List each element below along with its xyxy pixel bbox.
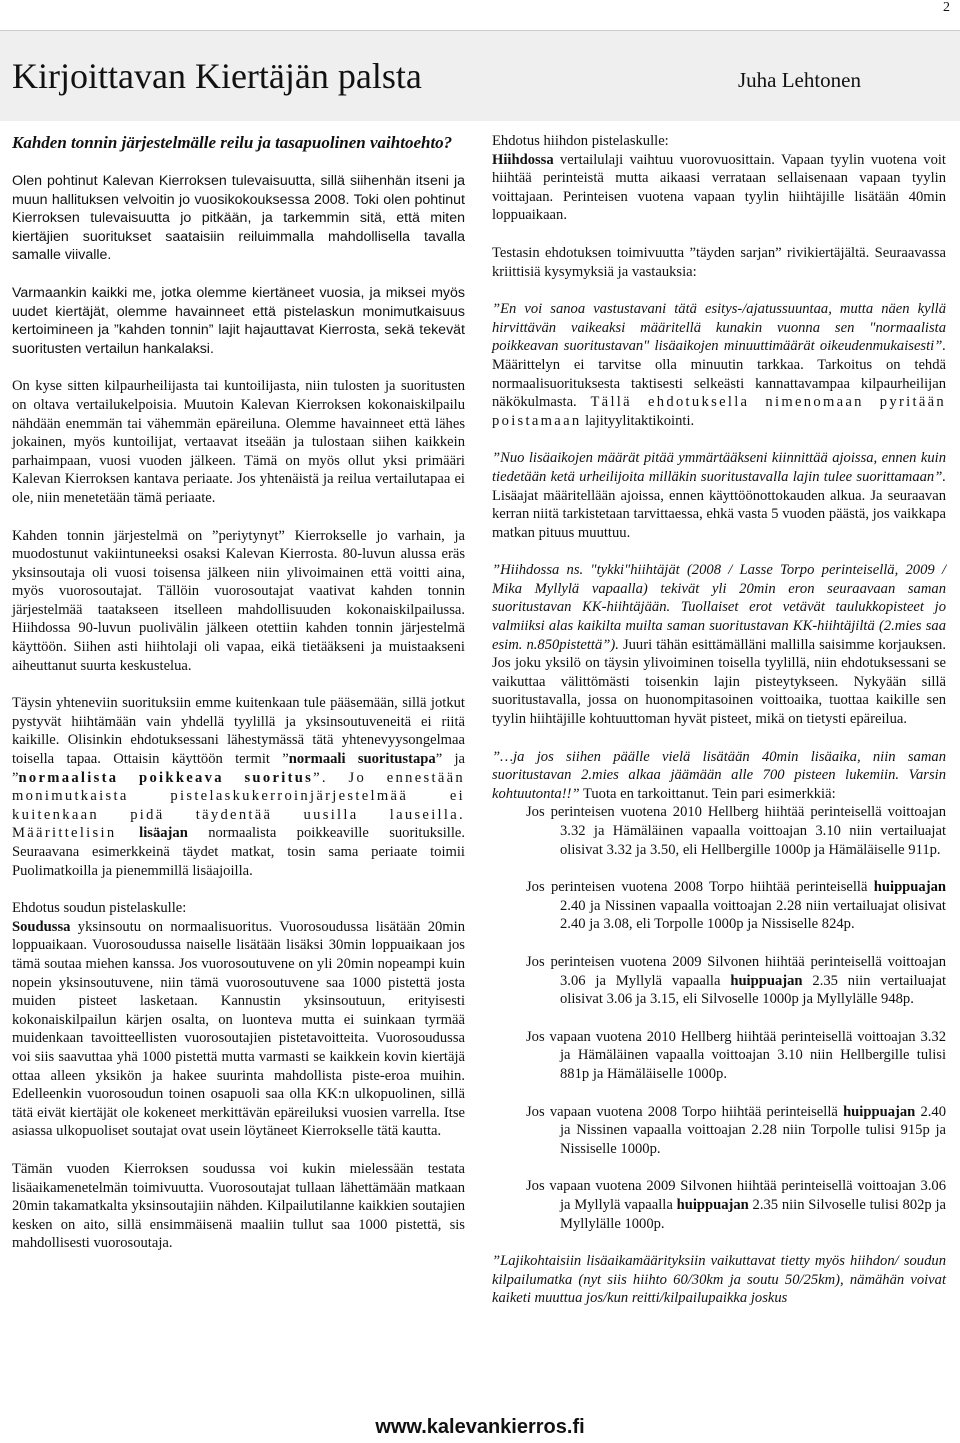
example-item: Jos vapaan vuotena 2009 Silvonen hiihtää perinteisellä voittoajan 3.06 ja Myllylä vapaalla huippuajan 2.35 niin Silvoselle tulisi 802p ja Myllylälle 1000p. <box>526 1178 946 1232</box>
paragraph-qa-1: ”En voi sanoa vastustavani tätä esitys-/ajatussuuntaa, mutta näen kyllä hirvittävän vaikeaksi määritellä kunakin vuonna sen "normaalista poikkeavan suoritustavan" lisäaikojen minuuttimäärät oikeudenmukaisesti”. Määrittelyn ei tarvitse olla minuutin tarkkaa. Tarkoitus on tehdä normaalisuorituksesta taktisesti selkeästi kannattavampaa kilpaurheilijan näkökulmasta. Tällä ehdotuksella nimenomaan pyritään poistamaan lajityylitaktikointi. <box>492 301 946 429</box>
ski-label: Ehdotus hiihdon pistelaskulle: <box>492 133 669 149</box>
page-number: 2 <box>943 0 950 15</box>
right-column <box>492 132 946 1327</box>
rowing-label: Ehdotus soudun pistelaskulle: <box>12 900 187 917</box>
paragraph-5: Täysin yhteneviin suorituksiin emme kuitenkaan tule pääsemään, sillä jotkut pystyvät hiihtämään vain yhdellä tyylillä ja yksinsoutuveneitä ei riitä kaikille. Olisinkin ehdotuksessani lähestymässä tätä yhtenevyysongelmaa toisella tapaa. Ottaisin käyttöön termit ”normaali suoritustapa” ja ”normaalista poikkeava suoritus”. Jo ennestään monimutkaista pistelaskukerroinjärjestelmää ei kuitenkaan pidä täydentää uusilla lauseilla. Määrittelisin lisäajan normaalista poikkeaville suorituksille. Seuraavana esimerkkeinä täydet matkat, tosin sama periaate toimii Puolimatkoilla ja pienemmillä lisäajoilla. <box>12 695 466 879</box>
article-heading: Kahden tonnin järjestelmälle reilu ja tasapuolinen vaihtoehto? <box>12 133 453 152</box>
term-normal: normaali suoritustapa <box>288 751 436 768</box>
rowing-bold: Soudussa <box>12 918 71 935</box>
paragraph-rowing-proposal: Ehdotus soudun pistelaskulle: Soudussa yksinsoutu on normaalisuoritus. Vuorosoudussa lisätään 20min loppuaikaan. Vuorosoudussa naiselle lisätään lisäksi 30min loppuaikaan jos tämä soutaa miehen kanssa. Jos vuorosoutuvene on yli 20min nopeampi kuin nopein yksinsoutuvene, niin tämä vuorosoutuvene saa 1000 pistettä josta muiden pisteet lasketaan. Kannustin yksinsoutuun, erityisesti kokonaiskilpailun kärjen osalta, on luonteva mutta ei suinkaan tyrmää muidenkaan tavoitteellisten vuorosoutajien pistetavoitteita. Vuorosoudussa voi siis saavuttaa yhä 1000 pistettä mutta varmasti se kaikkein kovin kiertäjä ottaa alleen yksikön ja hakee suurinta mahdollista piste-eroa muihin. Edelleenkin vuorosoudun toinen osapuoli saa olla KK:n ulkopuolinen, sillä tätä eivät kiertäjät ole kokeneet merkittävän epäreiluksi vuosien varrella. Itse asiassa ulkopuoliset soutajat ovat usein löytäneet Kierrokselle tätä kautta. <box>12 900 465 1140</box>
paragraph-2: Varmaankin kaikki me, jotka olemme kiertäneet vuosia, ja miksei myös uudet kiertäjät, olemme havainneet että pistelaskun monimutkaisuus kertoimineen ja ”kahden tonnin” lajit hajauttavat Kierrosta, sekä tekevät suoritusten vertailun hankalaksi. <box>12 284 465 357</box>
paragraph-qa-5: ”Lajikohtaisiin lisäaikamäärityksiin vaikuttavat tietty myös hiihdon/ soudun kilpailumatka (nyt siis hiihto 60/30km ja soutu 50/25km), nämähän voivat kaiketi muuttua jos/kun reitti/kilpailupaikka joskus <box>492 1253 946 1307</box>
paragraph-qa-4: ”…ja jos siihen päälle vielä lisätään 40min lisäaika, niin saman suoritustavan 2.mies alkaa jäämään alle 700 pisteen lukemiin. Varsin kohtuutonta!!” Tuota en tarkoittanut. Tein pari esimerkkiä: <box>492 748 946 802</box>
column-header <box>0 30 960 121</box>
column-author: Juha Lehtonen <box>737 68 861 92</box>
paragraph-test: Testasin ehdotuksen toimivuutta ”täyden sarjan” rivikiertäjältä. Seuraavassa kriittisiä kysymyksiä ja vastauksia: <box>492 244 946 280</box>
paragraph-qa-3: ”Hiihdossa ns. "tykki"hiihtäjät (2008 / Lasse Torpo perinteisellä, 2009 / Mika Myllylä vapaalla) tekivät yli 20min eron seuraavaan saman suoritustavan KK-hiihtäjään. Tuollaiset erot vetävät taulukkopisteet jo valmiiksi alas kaikilta muilta saman suoritustavan KK-hiihtäjiltä (2.mies saa esim. n.850pistettä”). Juuri tähän esittämälläni mallilla saisimme korjauksen. Jos joku yksilö on täysin ylivoiminen toisella tyylillä, niin ehdotuksessani se vaikuttaa välittömästi toisenkin lajin pisteytykseen. Nykyään sillä suoritustavalla, jossa on huonompitasoinen voittoaika, tuottaa kaikille sen tyylin hiihtäjille kohtuuttoman hyvät pisteet, mikä on tietysti epäreilua. <box>492 562 946 728</box>
paragraph-3: On kyse sitten kilpaurheilijasta tai kuntoilijasta, niin tulosten ja suoritusten on oltava vertailukelpoisia. Muutoin Kalevan Kierroksen kokonaiskilpailu nähdään enemmän tai vähemmän epäreiluna. Olemme havainneet että lähes jokainen, myös kuntoilijat, vertaavat itseään ja tulostaan siihen kaikkein parhaimpaan, vuosi vuoden jälkeen. Tämä on myös ollut yksi primääri Kalevan Kierroksen kantava periaate. Jos yhtenäistä ja reilua vertailutapaa ei ole, niin menetetään tämä periaate. <box>12 378 465 506</box>
paragraph-intro: Olen pohtinut Kalevan Kierroksen tulevaisuutta, sillä siihenhän itseni ja muun hallituksen velvoitin jo vuosikokouksessa 2008. Toki olen pohtinut Kierroksen tulevaisuutta jo pitkään, ja tarkemmin sitä, että miten kiertäjien suoritukset saataisiin reiluimmalla mahdollisella tavalla samalle viivalle. <box>12 173 465 264</box>
term-exceptional: normaalista poikkeava suoritus <box>18 769 314 786</box>
example-item: Jos vapaan vuotena 2008 Torpo hiihtää perinteisellä huippuajan 2.40 ja Nissinen vapaalla voittoajan 2.28 niin Torpolle tulisi 915p ja Nissiselle 1000p. <box>526 1103 947 1157</box>
paragraph-7: Tämän vuoden Kierroksen soudussa voi kukin mielessään testata lisäaikamenetelmän toimivuutta. Vuorosoutajat tullaan lähettämään matkaan 20min takamatkalta yksinsoutajiin nähden. Kilpailutilanne kaikkien soutajien kesken on aito, sillä ensimmäisenä maaliin tullut saa 1000 pistettä, sis mahdollisesti vuorosoutaja. <box>12 1160 465 1252</box>
example-item: Jos vapaan vuotena 2010 Hellberg hiihtää perinteisellä voittoajan 3.32 ja Hämäläinen vapaalla voittoajan 3.10 niin Hellbergille tulisi 881p ja Hämäläiselle 1000p. <box>526 1028 946 1082</box>
example-item: Jos perinteisen vuotena 2009 Silvonen hiihtää perinteisellä voittoajan 3.06 ja Myllylä vapaalla huippuajan 2.35 niin vertailuajat olisivat 3.06 ja 3.15, eli Silvoselle 1000p ja Myllylälle 948p. <box>526 953 946 1008</box>
examples-list <box>492 803 946 1233</box>
example-item: Jos perinteisen vuotena 2010 Hellberg hiihtää perinteisellä voittoajan 3.32 ja Hämäläinen vapaalla voittoajan 3.10 niin vertailuajat olisivat 3.32 ja 3.50, eli Hellbergille 1000p ja Hämäläiselle 911p. <box>526 804 946 858</box>
footer-url-link[interactable]: www.kalevankierros.fi <box>375 1416 585 1438</box>
paragraph-qa-2: ”Nuo lisäaikojen määrät pitää ymmärtääkseni kiinnittää ajoissa, ennen kuin tiedetään ketä urheilijoita milläkin suoritustavalla lajin tulee suorittamaan”. Lisäajat määritellään ajoissa, ennen käyttöönottokauden alkua. Ja seuraavan kerran niitä tarkistetaan tarvittaessa, ehkä vasta 5 vuoden päästä, jos vaikkapa matkan pituus muuttuu. <box>492 450 946 541</box>
paragraph-4: Kahden tonnin järjestelmä on ”periytynyt” Kierrokselle jo varhain, ja muodostunut vakiintuneeksi osaksi Kalevan Kierrosta. 80-luvun alussa eräs yksinsoutaja oli vuosi toisensa jälkeen niin ylivoimainen että voitti aina, myös vuorosoutajat. Tällöin vuorosoutajat vaativat kahden tonnin järjestelmää taatakseen itselleen mahdollisuuden kokonaiskilpailussa. Hiihdossa 90-luvun puolivälin jälkeen otettiin kahden tonnin järjestelmä käyttöön. Siihen asti hiihtolaji oli vapaa, eikä tietääkseni ja muistaakseni aiheuttanut suurta keskustelua. <box>12 527 465 674</box>
example-item: Jos perinteisen vuotena 2008 Torpo hiihtää perinteisellä huippuajan 2.40 ja Nissinen vapaalla voittoajan 2.28 niin vertailuajat olisivat 2.40 ja 3.08, eli Torpolle 1000p ja Nissiselle 824p. <box>526 879 946 933</box>
paragraph-ski-proposal: Ehdotus hiihdon pistelaskulle: Hiihdossa vertailulaji vaihtuu vuorovuosittain. Vapaan tyylin vuotena voit hiihtää perinteistä mutta aikaasi verrataan sellaisenaan vapaan tyylin voittajaan. Perinteisen vuotena vapaan tyylin hiihtäjille lisätään 40min loppuaikaan. <box>492 133 946 224</box>
ski-bold: Hiihdossa <box>492 151 554 168</box>
column-title: Kirjoittavan Kiertäjän palsta <box>12 56 422 96</box>
term-extra-time: lisäajan <box>139 825 188 842</box>
left-column <box>12 132 465 1272</box>
